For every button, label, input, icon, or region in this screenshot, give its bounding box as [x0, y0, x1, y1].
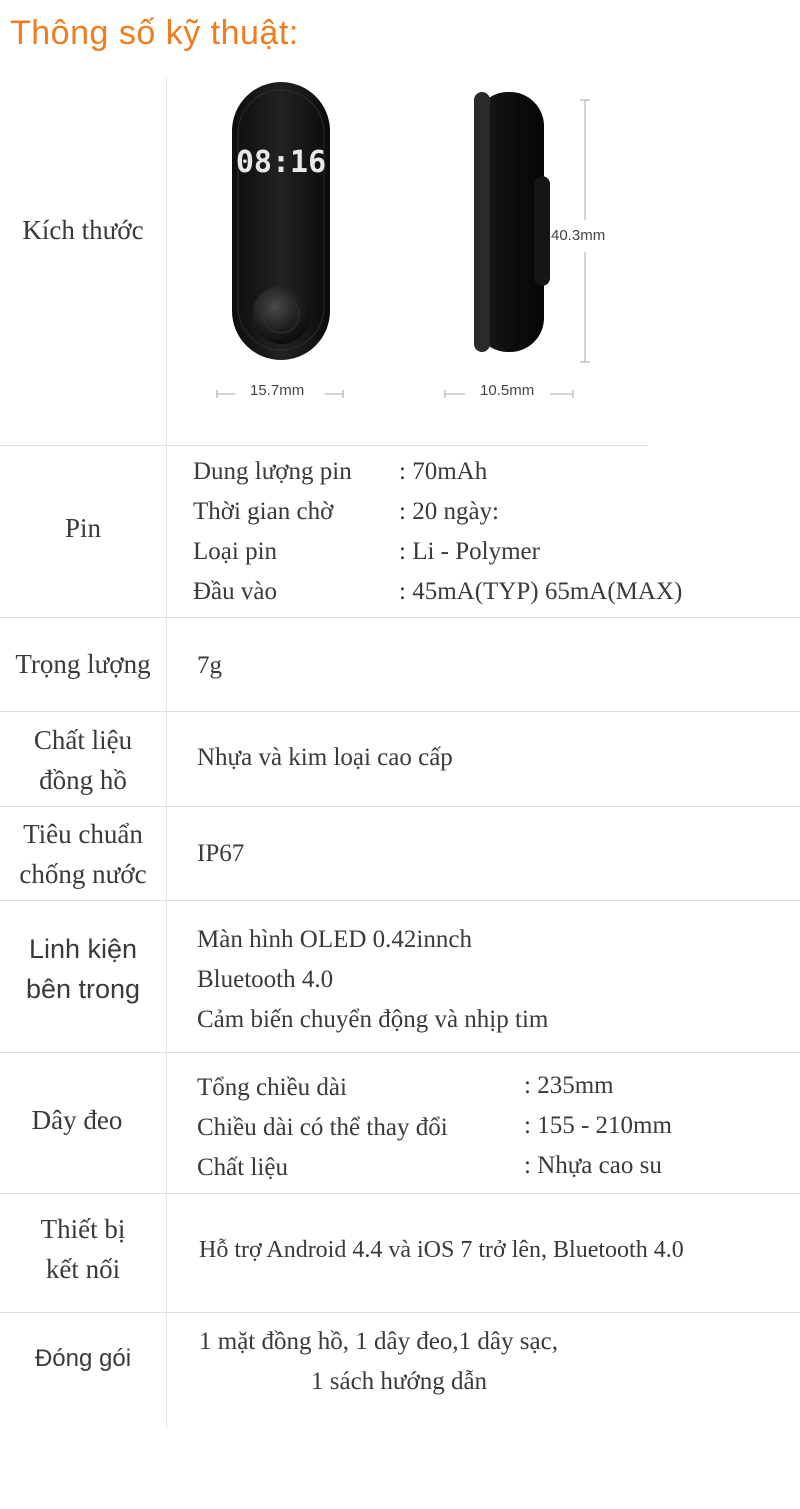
package-line-2: 1 sách hướng dẫn	[311, 1368, 488, 1395]
strap-total-key: Tổng chiều dài	[197, 1074, 347, 1101]
waterproof-label-2: chống nước	[19, 859, 147, 889]
height-dimension: 40.3mm	[551, 227, 606, 244]
band-display-time: 08:16	[235, 145, 327, 180]
battery-standby-value: : 20 ngày:	[399, 498, 499, 525]
size-label: Kích thước	[22, 215, 144, 245]
waterproof-value: IP67	[197, 840, 245, 867]
package-line-1: 1 mặt đồng hồ, 1 dây đeo,1 dây sạc,	[199, 1328, 558, 1355]
strap-total-value: : 235mm	[524, 1072, 614, 1099]
battery-standby-key: Thời gian chờ	[193, 498, 334, 525]
thickness-dimension: 10.5mm	[480, 382, 535, 399]
material-value: Nhựa và kim loại cao cấp	[197, 744, 453, 771]
battery-input-value: : 45mA(TYP) 65mA(MAX)	[399, 578, 683, 605]
material-label-1: Chất liệu	[33, 725, 133, 755]
battery-label: Pin	[64, 513, 102, 543]
battery-type-value: : Li - Polymer	[399, 538, 540, 565]
components-label-2: bên trong	[25, 974, 141, 1004]
battery-capacity-value: : 70mAh	[399, 458, 488, 485]
strap-material-key: Chất liệu	[197, 1154, 288, 1181]
weight-value: 7g	[197, 652, 222, 679]
battery-capacity-key: Dung lượng pin	[193, 458, 352, 485]
battery-type-key: Loại pin	[193, 538, 278, 565]
strap-adjustable-key: Chiều dài có thể thay đổi	[197, 1114, 448, 1141]
band-side-image	[430, 80, 620, 410]
component-item: Màn hình OLED 0.42innch	[197, 926, 472, 953]
column-divider	[166, 78, 167, 1428]
strap-material-value: : Nhựa cao su	[524, 1152, 662, 1179]
material-label-2: đồng hồ	[39, 765, 127, 795]
row-divider	[0, 711, 800, 712]
row-divider	[0, 1052, 800, 1053]
package-label: Đóng gói	[34, 1345, 132, 1372]
weight-label: Trọng lượng	[15, 649, 151, 679]
band-front-image	[200, 80, 360, 410]
strap-adjustable-value: : 155 - 210mm	[524, 1112, 672, 1139]
devices-label-2: kết nối	[45, 1254, 121, 1284]
row-divider	[0, 445, 648, 446]
row-divider	[0, 806, 800, 807]
width-dimension: 15.7mm	[250, 382, 305, 399]
row-divider	[0, 900, 800, 901]
devices-value: Hỗ trợ Android 4.4 và iOS 7 trở lên, Bluetooth 4.0	[199, 1237, 684, 1263]
waterproof-label-1: Tiêu chuẩn	[23, 819, 143, 849]
strap-label: Dây đeo	[31, 1105, 123, 1135]
devices-label-1: Thiết bị	[40, 1214, 126, 1244]
row-divider	[0, 617, 800, 618]
component-item: Bluetooth 4.0	[197, 966, 334, 993]
page-title: Thông số kỹ thuật:	[10, 14, 299, 52]
row-divider	[0, 1312, 800, 1313]
components-label-1: Linh kiện	[28, 934, 138, 964]
component-item: Cảm biến chuyển động và nhịp tim	[197, 1006, 549, 1033]
row-divider	[0, 1193, 800, 1194]
battery-input-key: Đầu vào	[193, 578, 277, 605]
